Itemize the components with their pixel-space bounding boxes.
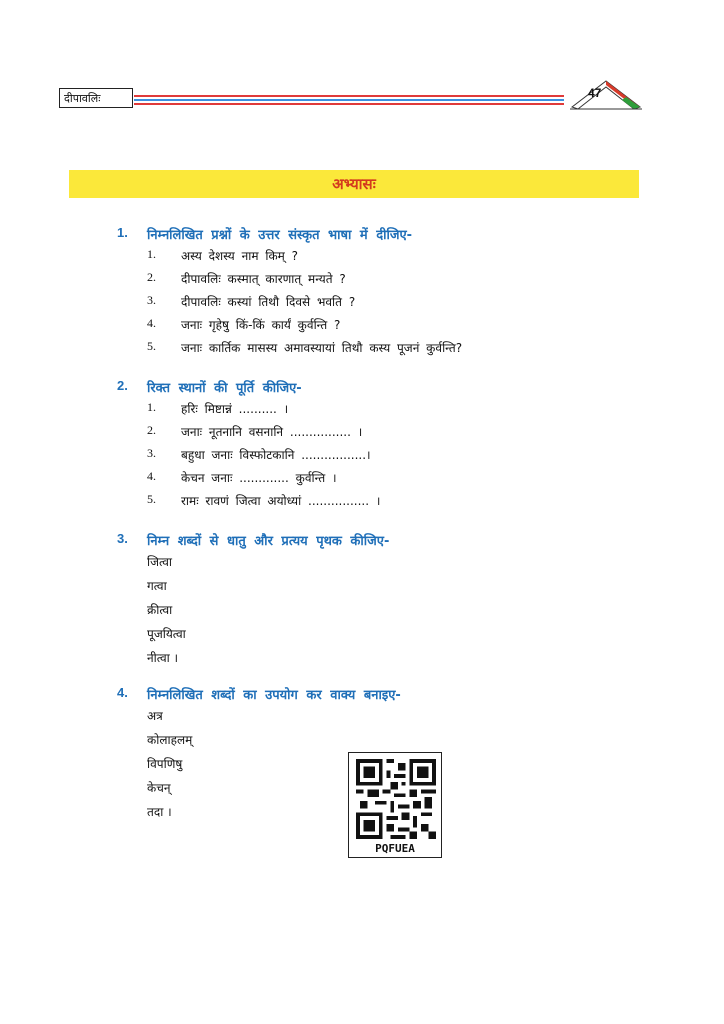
header-rule-blue — [134, 99, 564, 101]
question-title: रिक्त स्थानों की पूर्ति कीजिए- — [147, 381, 302, 396]
list-item: क्रीत्वा — [147, 603, 173, 617]
question-number: 1. — [117, 225, 128, 240]
list-item: पूजयित्वा — [147, 627, 186, 641]
list-item: केचन् — [147, 781, 171, 795]
question-title: निम्नलिखित प्रश्नों के उत्तर संस्कृत भाषा में दीजिए- — [147, 228, 413, 243]
book-page-icon — [566, 75, 646, 115]
question-title: निम्नलिखित शब्दों का उपयोग कर वाक्य बनाइए- — [147, 688, 401, 703]
exercise-title: अभ्यासः — [332, 175, 376, 193]
chapter-title-box — [59, 88, 133, 108]
question-number: 4. — [117, 685, 128, 700]
list-item: विपणिषु — [147, 757, 183, 771]
chapter-title: दीपावलिः — [64, 92, 101, 105]
list-item: कोलाहलम् — [147, 733, 193, 747]
question-number: 3. — [117, 531, 128, 546]
header-rule-red-1 — [134, 95, 564, 97]
header-rule-red-2 — [134, 103, 564, 105]
question-title: निम्न शब्दों से धातु और प्रत्यय पृथक कीजिए- — [147, 534, 390, 549]
page-number: 47 — [588, 86, 602, 100]
exercise-banner — [69, 170, 639, 198]
word-list — [147, 553, 186, 673]
list-item: जित्वा — [147, 555, 172, 569]
qr-code-icon — [356, 759, 436, 839]
list-item: गत्वा — [147, 579, 167, 593]
list-item: अत्र — [147, 709, 163, 723]
list-item: नीत्वा । — [147, 651, 179, 665]
qr-code[interactable] — [348, 752, 442, 858]
qr-code-label: PQFUEA — [375, 842, 415, 855]
list-item: तदा । — [147, 805, 172, 819]
question-number: 2. — [117, 378, 128, 393]
word-list — [147, 707, 192, 827]
